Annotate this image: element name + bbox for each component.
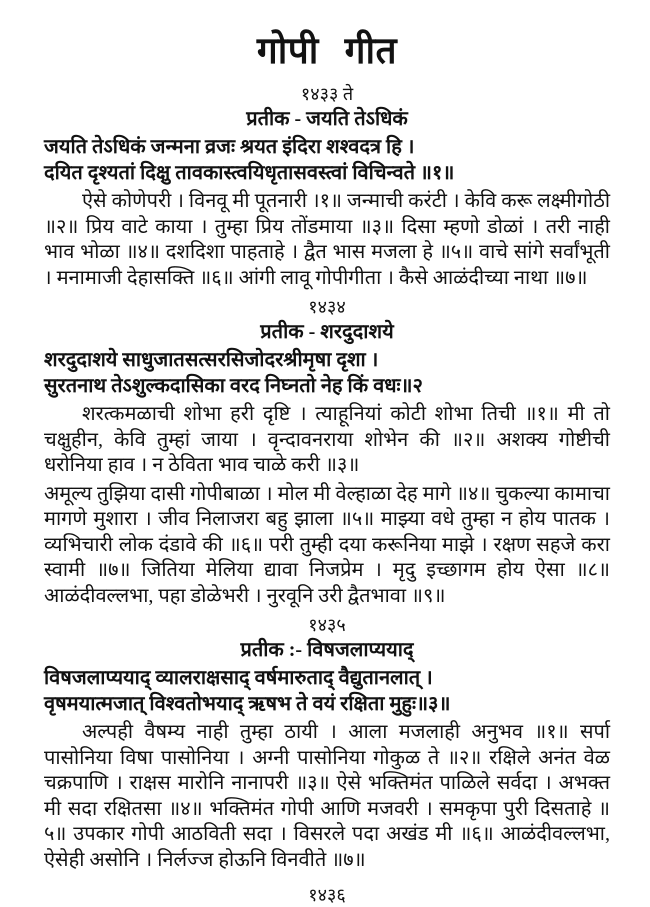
- sanskrit-verse: [44, 665, 610, 717]
- verse-line: विषजलाप्ययाद् व्यालराक्षसाद् वर्षमारुताद् वैद्युतानलात् ।: [44, 667, 433, 690]
- verse-line: सुरतनाथ तेऽशुल्कदासिका वरद निघ्नतो नेह किं वधः॥२: [44, 375, 423, 398]
- marathi-commentary: [44, 189, 610, 291]
- page-title: गोपी गीत: [256, 31, 398, 72]
- marathi-commentary: [44, 720, 610, 873]
- hymn-number: १४३४: [308, 297, 346, 318]
- pratik-heading: प्रतीक - शरदुदाशये: [260, 321, 394, 344]
- verse-line: शरदुदाशये साधुजातसत्सरसिजोदरश्रीमृषा दृशा ।: [44, 349, 379, 372]
- prose-paragraph: अल्पही वैषम्य नाही तुम्हा ठायी । आला मजलाही अनुभव ॥१॥ सर्पा पासोनिया विषा पासोनिया । अग्नी पासोनिया गोकुळ ते ॥२॥ रक्षिले अनंत वेळ चक्रपाणि । राक्षस मारोनि नानापरी ॥३॥ ऐसे भक्तिमंत पाळिले सर्वदा । अभक्त मी सदा रक्षितसा ॥४॥ भक्तिमंत गोपी आणि मजवरी । समकृपा पुरी दिसताहे ॥५॥ उपकार गोपी आठविती सदा । विसरले पदा अखंड मी ॥६॥ आळंदीवल्लभा, ऐसेही असोनि । निर्लज्ज होऊनि विनवीते ॥७॥: [44, 721, 610, 871]
- pratik-heading: प्रतीक - जयति तेऽधिकं: [246, 108, 408, 131]
- sections-container: [44, 82, 610, 873]
- hymn-section: [44, 82, 610, 291]
- sanskrit-verse: [44, 134, 610, 186]
- prose-paragraph: अमूल्य तुझिया दासी गोपीबाळा । मोल मी वेल्हाळा देह मागे ॥४॥ चुकल्या कामाचा मागणे मुशारा । जीव निलाजरा बहु झाला ॥५॥ माझ्या वधे तुम्हा न होय पातक । व्यभिचारी लोक दंडावे की ॥६॥ परी तुम्ही दया करूनिया माझे । रक्षण सहजे करा स्वामी ॥७॥ जितिया मेलिया द्यावा निजप्रेम । मृदु इच्छागम होय ऐसा ॥८॥ आळंदीवल्लभा, पहा डोळेभरी । नुरवूनि उरी द्वैतभावा ॥९॥: [44, 482, 610, 607]
- hymn-number: १४३३ ते: [300, 84, 354, 105]
- prose-paragraph: शरत्कमळाची शोभा हरी दृष्टि । त्याहूनियां कोटी शोभा तिची ॥१॥ मी तो चक्षुहीन, केवि तुम्हां जाया । वृन्दावनराया शोभेन की ॥२॥ अशक्य गोष्टीची धरोनिया हाव । न ठेविता भाव चाळे करी ॥३॥: [44, 403, 610, 477]
- sanskrit-verse: [44, 347, 610, 399]
- prose-paragraph: ऐसे कोणेपरी । विनवू मी पूतनारी ।१॥ जन्माची करंटी । केवि करू लक्ष्मीगोठी ॥२॥ प्रिय वाटे काया । तुम्हा प्रिय तोंडमाया ॥३॥ दिसा म्हणो डोळां । तरी नाही भाव भोळा ॥४॥ दशदिशा पाहताहे । द्वैत भास मजला हे ॥५॥ वाचे सांगे सर्वांभूती । मनामाजी देहासक्ति ॥६॥ आंगी लावू गोपीगीता । कैसे आळंदीच्या नाथा ॥७॥: [44, 190, 610, 289]
- page-footer-number: १४३६: [308, 885, 346, 906]
- verse-line: दयित दृश्यतां दिक्षु तावकास्त्वयिधृतासवस्त्वां विचिन्वते ॥१॥: [44, 162, 455, 185]
- hymn-section: [44, 295, 610, 609]
- hymn-section: [44, 613, 610, 873]
- pratik-heading: प्रतीक :- विषजलाप्ययाद्: [240, 639, 414, 662]
- verse-line: जयति तेऽधिकं जन्मना व्रजः श्रयत इंदिरा शश्वदत्र हि ।: [44, 136, 415, 159]
- verse-line: वृषमयात्मजात् विश्वतोभयाद् ऋषभ ते वयं रक्षिता मुहुः॥३॥: [44, 693, 451, 716]
- marathi-commentary: [44, 402, 610, 609]
- hymn-number: १४३५: [308, 615, 346, 636]
